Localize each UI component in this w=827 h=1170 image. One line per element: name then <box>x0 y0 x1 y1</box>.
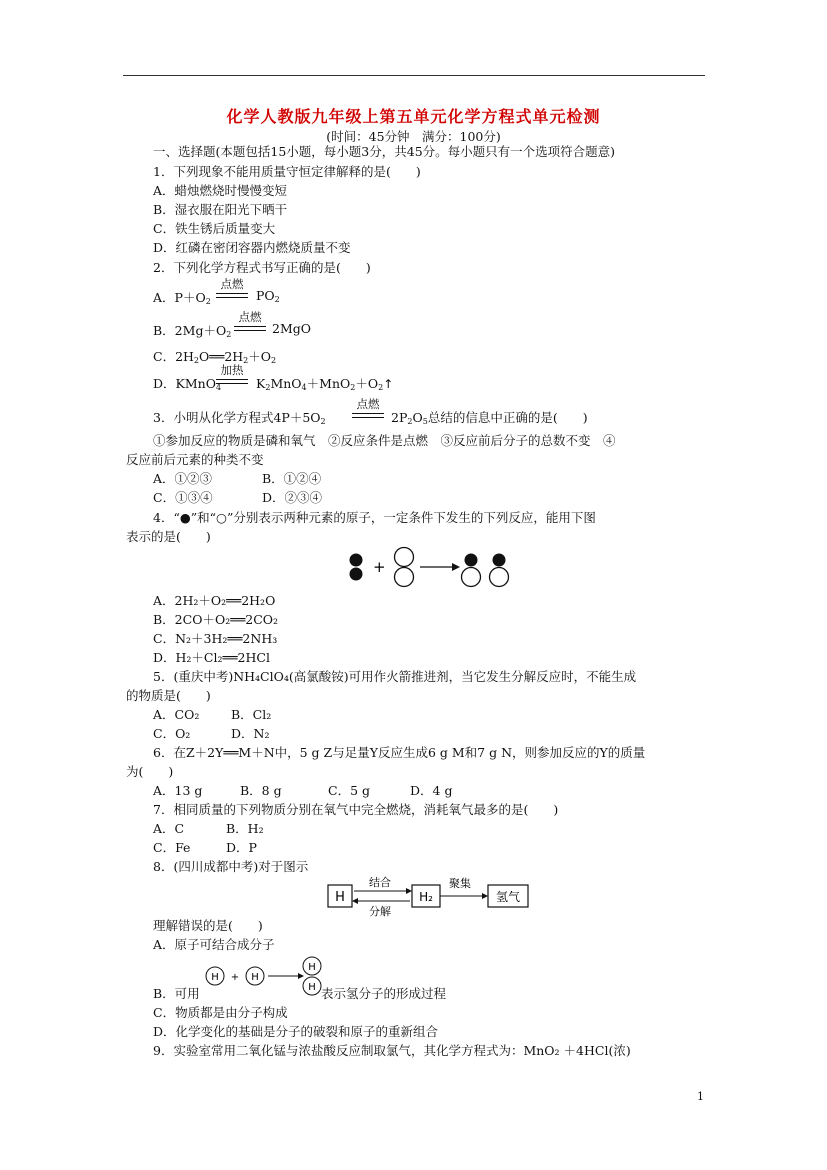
hydrogen-gas-label: 氢气 <box>495 890 521 904</box>
q4-option-c: C．N₂＋3H₂══2NH₃ <box>153 631 278 646</box>
q8-option-d: D．化学变化的基础是分子的破裂和原子的重新组合 <box>153 1024 439 1039</box>
q4-stem: 4．“●”和“○”分别表示两种元素的原子，一定条件下发生的下列反应，能用下图 <box>153 510 596 525</box>
q3-stem-start: 3．小明从化学方程式$4P+5O_2$ <box>153 410 326 426</box>
q7-option-a: A．C <box>153 821 185 836</box>
q3-option-c: C．①③④ <box>153 490 213 505</box>
q8-hydrogen-molecule-diagram <box>204 955 324 1003</box>
q7-option-d: D．P <box>226 840 257 855</box>
q2-option-a: A．$P+O_2$ <box>153 290 211 306</box>
q2-option-d: D．KMnO$_4$ <box>153 376 222 392</box>
arrowhead-icon <box>298 973 304 979</box>
q2-b-equals <box>234 326 266 331</box>
q8-stem-cont: 理解错误的是( ) <box>153 918 263 933</box>
q2-a-condition: 点燃 <box>220 277 244 291</box>
q8-option-b-end: 表示氢分子的形成过程 <box>321 986 447 1001</box>
q6-option-a: A．13 g <box>153 783 203 798</box>
q3-equals <box>352 413 384 418</box>
black-atom-icon <box>350 568 363 581</box>
q5-stem-cont: 的物质是( ) <box>126 688 211 703</box>
q3-option-a: A．①②③ <box>153 471 213 486</box>
q2-d-equals <box>216 379 248 384</box>
q7-option-c: C．Fe <box>153 840 191 855</box>
q3-condition: 点燃 <box>356 397 380 411</box>
white-atom-icon <box>395 548 414 567</box>
q2-d-condition: 加热 <box>220 363 244 377</box>
q5-option-a: A．CO₂ <box>153 707 200 722</box>
q6-option-c: C．5 g <box>328 783 370 798</box>
q1-option-a: A．蜡烛燃烧时慢慢变短 <box>153 183 288 198</box>
q5-stem: 5．(重庆中考)NH₄ClO₄(高氯酸铵)可用作火箭推进剂，当它发生分解反应时，不能生成 <box>153 669 637 684</box>
q9-stem: 9．实验室常用二氧化锰与浓盐酸反应制取氯气，其化学方程式为：MnO₂ ＋4HCl(浓) <box>153 1043 631 1058</box>
q2-d-product: $K_2MnO_4+MnO_2+O_2↑$ <box>256 376 394 392</box>
q4-reaction-diagram <box>340 545 530 593</box>
section-heading: 一、选择题(本题包括15小题，每小题3分，共45分。每小题只有一个选项符合题意) <box>153 144 616 159</box>
h2-label: H₂ <box>419 890 433 904</box>
q1-stem: 1．下列现象不能用质量守恒定律解释的是( ) <box>153 164 421 179</box>
q3-statements-cont: 反应前后元素的种类不变 <box>126 452 264 467</box>
q2-a-product: $PO_2$ <box>256 288 280 304</box>
q7-stem: 7．相同质量的下列物质分别在氧气中完全燃烧，消耗氧气最多的是( ) <box>153 802 559 817</box>
plus-sign: + <box>230 972 240 983</box>
q5-option-c: C．O₂ <box>153 726 191 741</box>
q2-b-product: 2MgO <box>272 321 312 336</box>
white-atom-icon <box>462 568 481 587</box>
arrowhead-icon <box>482 893 488 899</box>
header-rule <box>123 75 705 76</box>
q2-stem: 2．下列化学方程式书写正确的是( ) <box>153 260 371 275</box>
q6-stem: 6．在Z＋2Y══M＋N中，5 g Z与足量Y反应生成6 g M和7 g N，则参加反应的Y的质量 <box>153 745 646 760</box>
q4-option-a: A．2H₂＋O₂══2H₂O <box>153 593 276 608</box>
q1-option-d: D．红磷在密闭容器内燃烧质量不变 <box>153 240 351 255</box>
document-subtitle: (时间：45分钟 满分：100分) <box>326 129 501 144</box>
q2-option-b: B．$2Mg+O_2$ <box>153 323 232 339</box>
q6-option-b: B．8 g <box>240 783 282 798</box>
black-atom-icon <box>493 554 506 567</box>
q8-option-b-start: B．可用 <box>153 986 200 1001</box>
q7-option-b: B．H₂ <box>226 821 264 836</box>
q2-a-equals <box>216 293 248 298</box>
h-atom-label: H <box>251 972 259 983</box>
black-atom-icon <box>465 554 478 567</box>
q3-stem-end: $2P_2O_5$总结的信息中正确的是( ) <box>391 410 588 426</box>
q1-option-b: B．湿衣服在阳光下晒干 <box>153 202 288 217</box>
gas-arrow-icon: ↑ <box>383 377 394 391</box>
q3-option-d: D．②③④ <box>262 490 323 505</box>
q4-option-b: B．2CO＋O₂══2CO₂ <box>153 612 279 627</box>
q8-stem: 8．(四川成都中考)对于图示 <box>153 859 309 874</box>
q8-process-diagram <box>326 874 531 918</box>
q2-option-c: C．$2H_2O══2H_2+O_2$ <box>153 349 277 365</box>
h-atom-label: H <box>308 982 316 993</box>
q3-statements: ①参加反应的物质是磷和氧气 ②反应条件是点燃 ③反应前后分子的总数不变 ④ <box>153 433 616 448</box>
arrowhead-icon <box>352 898 358 904</box>
q1-option-c: C．铁生锈后质量变大 <box>153 221 276 236</box>
black-atom-icon <box>350 554 363 567</box>
q8-option-c: C．物质都是由分子构成 <box>153 1005 288 1020</box>
q8-option-a: A．原子可结合成分子 <box>153 937 275 952</box>
plus-sign: + <box>373 558 386 576</box>
gather-label: 聚集 <box>449 877 471 890</box>
q5-option-b: B．Cl₂ <box>231 707 272 722</box>
q5-option-d: D．N₂ <box>231 726 270 741</box>
white-atom-icon <box>490 568 509 587</box>
q6-option-d: D．4 g <box>410 783 453 798</box>
decompose-label: 分解 <box>369 905 391 918</box>
q4-stem-cont: 表示的是( ) <box>126 529 211 544</box>
h-atom-label: H <box>211 972 219 983</box>
q3-option-b: B．①②④ <box>262 471 322 486</box>
h-atom-label: H <box>335 890 345 905</box>
combine-label: 结合 <box>369 876 391 889</box>
arrowhead-icon <box>452 563 460 571</box>
white-atom-icon <box>395 568 414 587</box>
h-atom-label: H <box>308 962 316 973</box>
q2-b-condition: 点燃 <box>238 310 262 324</box>
page-number: 1 <box>697 1090 704 1103</box>
arrowhead-icon <box>406 888 412 894</box>
q4-option-d: D．H₂＋Cl₂══2HCl <box>153 650 270 665</box>
document-title: 化学人教版九年级上第五单元化学方程式单元检测 <box>226 107 601 126</box>
q6-stem-cont: 为( ) <box>126 764 174 779</box>
